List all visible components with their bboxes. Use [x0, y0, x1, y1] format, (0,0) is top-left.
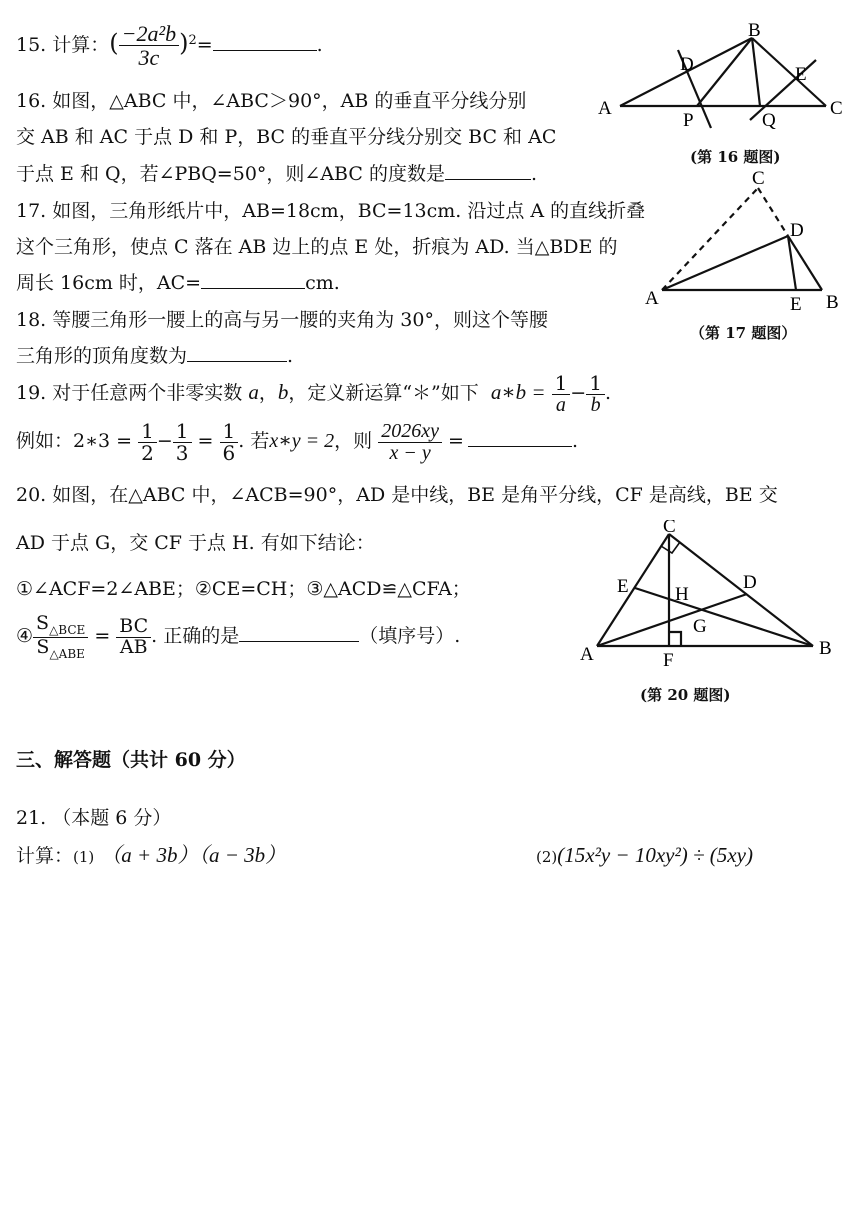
- q21-calc-label: 计算：: [16, 845, 74, 867]
- q16-label-b: B: [748, 22, 761, 41]
- q20-median-ad: [597, 594, 747, 646]
- q19-ex-num-6: 1: [222, 418, 236, 443]
- q15-line: [16, 22, 323, 69]
- q21-part2-label: (2): [536, 848, 558, 866]
- q16-segment-bp: [697, 38, 752, 106]
- q17-label-b: B: [826, 292, 839, 313]
- q20-line3: ①∠ACF=2∠ABE；②CE=CH；③△ACD≌△CFA；: [16, 578, 471, 600]
- q15-equals: =: [196, 34, 213, 57]
- q19-ex-then: ，则: [334, 430, 373, 452]
- q17-caption: （第 17 题图）: [690, 324, 797, 342]
- q17-figure: [640, 170, 860, 320]
- q20-label-g: G: [693, 616, 707, 637]
- q15-label: 15. 计算：: [16, 34, 110, 57]
- q20-label-a: A: [580, 644, 594, 665]
- q19-ex-num-3: 1: [175, 418, 189, 443]
- q19-def-den-a: a: [552, 394, 571, 416]
- q19-def-den-b: b: [586, 394, 605, 416]
- q19-answer-blank[interactable]: [468, 428, 572, 447]
- q19-var-b: b: [277, 380, 289, 404]
- q19-target-num: 2026xy: [381, 419, 439, 442]
- q20-side-den: AB: [116, 637, 151, 658]
- q19-line1-text: 19. 对于任意两个非零实数: [16, 382, 243, 404]
- q15-denominator: 3c: [119, 45, 179, 69]
- q20-area-den-s: S: [36, 635, 50, 658]
- q16-line1: 16. 如图，△ABC 中，∠ABC＞90°，AB 的垂直平分线分别: [16, 90, 527, 112]
- q17-answer-blank[interactable]: [201, 270, 305, 289]
- q19-ex-num-2: 1: [141, 418, 154, 443]
- q20-label-f: F: [663, 650, 674, 671]
- q20-line2: AD 于点 G，交 CF 于点 H. 有如下结论：: [16, 532, 375, 554]
- q20-l4-prefix: ④: [16, 625, 34, 647]
- q16-side-bc: [752, 38, 826, 106]
- q20-side-ac: [597, 534, 669, 646]
- q15-fraction: [119, 22, 179, 69]
- q19-ex-fraction-2: [138, 418, 157, 465]
- q19-def-num-a: 1: [554, 370, 568, 395]
- q17-label-e: E: [790, 294, 802, 315]
- q16-line3: [16, 161, 537, 186]
- q16-label-p: P: [683, 110, 694, 131]
- q16-caption: (第 16 题图): [690, 148, 781, 166]
- q20-area-den-sub: △ABE: [49, 646, 85, 661]
- q19-end: .: [571, 430, 579, 452]
- q19-def-fraction-a: [552, 370, 571, 416]
- q16-answer-blank[interactable]: [445, 161, 531, 180]
- q19-ex-fraction-6: [220, 418, 239, 465]
- q20-side-ratio: [116, 614, 151, 658]
- q19-def-fraction-b: [586, 370, 605, 416]
- q19-comma: ，: [258, 382, 278, 404]
- q19-example-label: 例如：2∗3 =: [16, 430, 133, 452]
- q19-var-a: a: [248, 380, 259, 404]
- q15-open-paren: (: [109, 29, 119, 58]
- q19-line1: [16, 368, 611, 417]
- q20-area-num-sub: △BCE: [49, 622, 86, 637]
- q20-label-h: H: [675, 584, 689, 605]
- q16-label-e: E: [795, 64, 807, 85]
- q20-answer-blank[interactable]: [239, 623, 359, 642]
- q18-line2: [16, 343, 293, 368]
- q19-target-den: x − y: [378, 442, 442, 464]
- q17-unit: cm.: [305, 272, 340, 294]
- q20-side-num: BC: [119, 614, 149, 637]
- q21-part1-label: (1): [73, 848, 95, 866]
- q17-line3-text: 周长 16cm 时，AC=: [16, 272, 202, 294]
- q16-segment-bq: [752, 38, 760, 106]
- q19-line2: 例如：2∗3 = $\frac{1}{2}$ − $\frac{1}{3}$ = $\frac{1}{6}$ . 若x∗y = 2，则 $\frac{2026xy}{x - y}$ = .: [16, 418, 579, 465]
- q20-l4-end: （填序号）.: [359, 625, 461, 647]
- q21-part1: [16, 843, 286, 869]
- q20-label-b: B: [819, 638, 832, 659]
- q19-ex-den-6: 6: [220, 442, 239, 464]
- q16-label-a: A: [598, 98, 612, 119]
- q18-answer-blank[interactable]: [187, 343, 287, 362]
- q20-label-e: E: [617, 576, 629, 597]
- q17-line3: [16, 270, 340, 295]
- q17-label-d: D: [790, 220, 804, 241]
- q15-exponent: 2: [188, 32, 197, 48]
- q19-ex-fraction-3: [173, 418, 192, 465]
- q18-end: .: [287, 345, 294, 367]
- q20-label-d: D: [743, 572, 757, 593]
- q20-area-num-s: S: [36, 612, 50, 635]
- section-3-heading: 三、解答题（共计 60 分）: [16, 749, 246, 771]
- q16-label-q: Q: [762, 110, 776, 131]
- q20-area-num: [33, 614, 88, 636]
- q20-bisector-be: [635, 588, 813, 646]
- q17-label-c: C: [752, 170, 765, 189]
- q19-def-minus: −: [570, 382, 587, 404]
- q21-part2: [536, 843, 753, 869]
- q17-fold-line-ac: [662, 188, 758, 290]
- q20-figure: [575, 520, 855, 680]
- q15-answer-blank[interactable]: [213, 32, 317, 51]
- q19-line1-text-b: ，定义新运算“＊”如下: [288, 382, 479, 404]
- q19-target-fraction: [378, 421, 442, 464]
- q17-line2: 这个三角形，使点 C 落在 AB 边上的点 E 处，折痕为 AD. 当△BDE 的: [16, 236, 618, 258]
- q20-area-den: [33, 637, 88, 660]
- q19-equals: =: [448, 430, 464, 452]
- q17-line1: 17. 如图，三角形纸片中，AB=18cm，BC=13cm. 沿过点 A 的直线折叠: [16, 200, 646, 222]
- q21-part1-expression: （a + 3b）（a − 3b）: [100, 843, 287, 867]
- q19-ex-den-2: 2: [138, 442, 157, 464]
- q19-def-dot: .: [604, 382, 611, 404]
- q17-fold-line-cd: [758, 188, 788, 236]
- q16-label-d: D: [680, 54, 694, 75]
- q19-ex-den-3: 3: [173, 442, 192, 464]
- q20-label-c: C: [663, 520, 676, 537]
- q19-def-num-b: 1: [589, 370, 602, 395]
- q21-title: 21. （本题 6 分）: [16, 807, 172, 829]
- q20-l4-tail: . 正确的是: [151, 625, 240, 647]
- q16-line2: 交 AB 和 AC 于点 D 和 P，BC 的垂直平分线分别交 BC 和 AC: [16, 126, 557, 148]
- q20-right-angle-f: [669, 632, 681, 646]
- q19-ex-minus: −: [156, 430, 173, 452]
- q19-definition-lhs: a∗b =: [490, 380, 546, 404]
- q18-line2-text: 三角形的顶角度数为: [16, 345, 188, 367]
- q20-caption: (第 20 题图): [640, 686, 731, 704]
- q20-side-cb: [669, 534, 813, 646]
- q19-condition: x∗y = 2: [269, 430, 335, 452]
- q21-part2-expression: (15x²y − 10xy²) ÷ (5xy): [557, 843, 753, 867]
- q15-numerator: −2a²b: [121, 21, 177, 46]
- q16-end: .: [530, 163, 537, 185]
- q15-end: .: [316, 34, 323, 57]
- q16-figure: [590, 22, 860, 132]
- q20-area-ratio: [33, 614, 88, 660]
- q17-label-a: A: [645, 288, 659, 309]
- q20-line1: 20. 如图，在△ABC 中，∠ACB=90°，AD 是中线，BE 是角平分线，CF 是高线，BE 交: [16, 484, 778, 506]
- q16-line3-text: 于点 E 和 Q，若∠PBQ=50°，则∠ABC 的度数是: [16, 163, 445, 185]
- q18-line1: 18. 等腰三角形一腰上的高与另一腰的夹角为 30°，则这个等腰: [16, 309, 548, 331]
- q17-side-ad: [662, 236, 788, 290]
- q16-label-c: C: [830, 98, 843, 119]
- q19-ex-mid: . 若: [238, 430, 270, 452]
- q20-line4: ④ $\frac{S_{\triangle BCE}}{S_{\triangle ABE}}$ = $\frac{BC}{AB}$ . 正确的是 （填序号）.: [16, 612, 461, 661]
- q15-close-paren: ): [179, 29, 189, 58]
